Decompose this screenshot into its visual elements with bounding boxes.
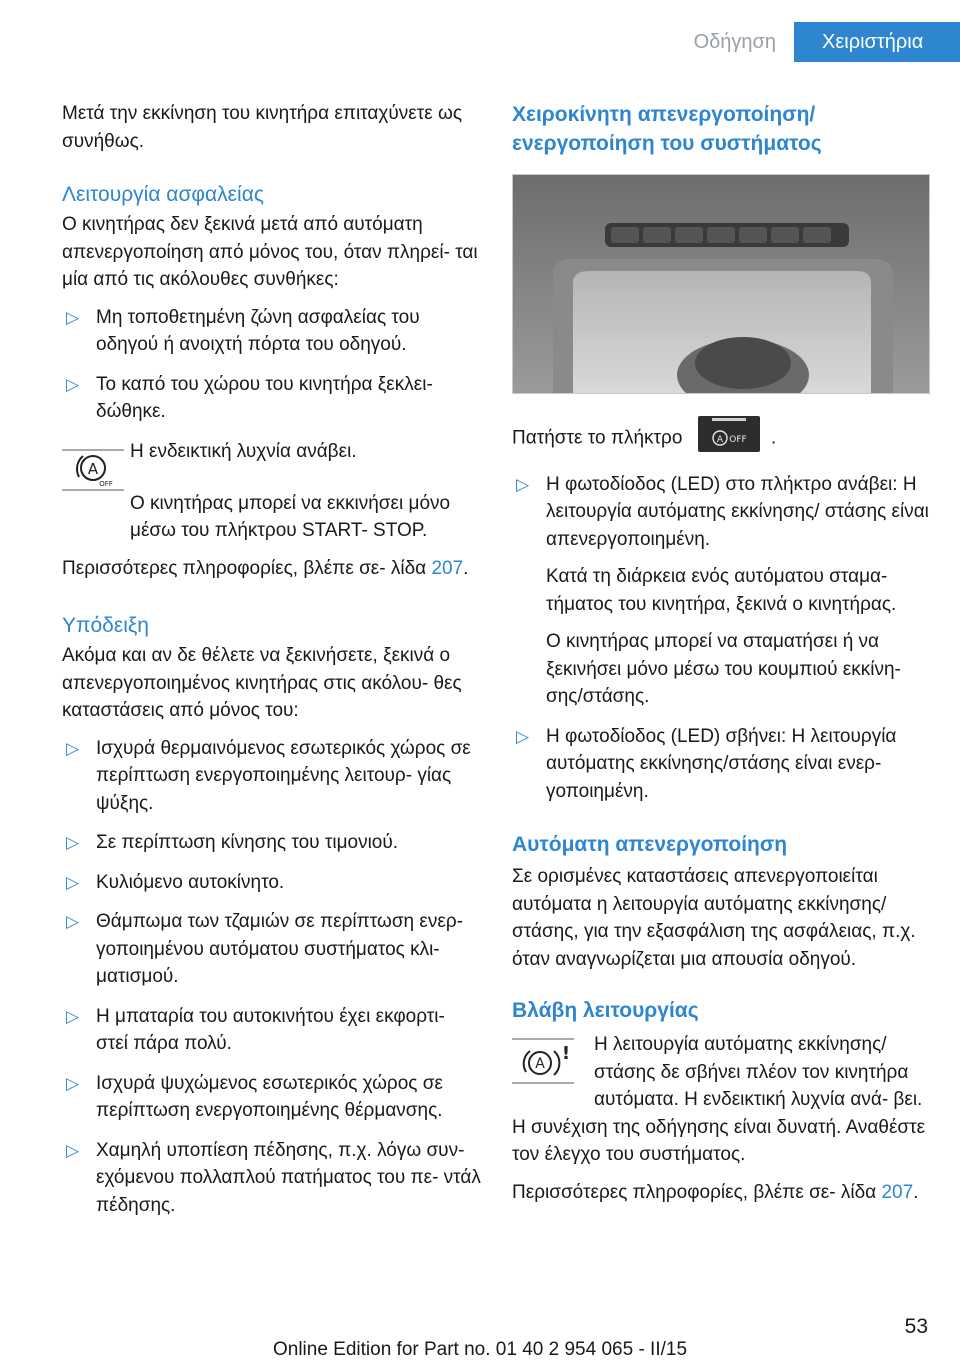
safety-heading: Λειτουργία ασφαλείας xyxy=(62,183,264,206)
page-link[interactable]: 207 xyxy=(431,557,464,579)
more-info-left: Περισσότερες πληροφορίες, βλέπε σε- λίδα 207. xyxy=(62,557,469,579)
triangle-bullet-icon: ▷ xyxy=(66,833,80,852)
list-item: ▷ Σε περίπτωση κίνησης του τιμονιού. xyxy=(62,829,482,857)
list-item: ▷ Ισχυρά θερμαινόμενος εσωτερικός χώρος σε περίπτωση ενεργοποιημένης λειτουρ- γίας ψύξης. xyxy=(62,735,482,818)
center-console-photo xyxy=(512,174,930,394)
safety-list xyxy=(62,304,482,426)
page-number: 53 xyxy=(904,1315,928,1338)
more-info-right: Περισσότερες πληροφορίες, βλέπε σε- λίδα 207. xyxy=(512,1181,919,1203)
auto-off-warning-icon xyxy=(62,444,124,499)
triangle-bullet-icon: ▷ xyxy=(66,1006,80,1026)
triangle-bullet-icon: ▷ xyxy=(66,1140,80,1160)
list-item: ▷ Μη τοποθετημένη ζώνη ασφαλείας του οδηγού ή ανοιχτή πόρτα του οδηγού. xyxy=(62,304,482,359)
list-item: ▷ Ισχυρά ψυχώμενος εσωτερικός χώρος σε περίπτωση ενεργοποιημένης θέρμανσης. xyxy=(62,1070,482,1125)
fault-warning-icon xyxy=(512,1037,574,1092)
left-column xyxy=(62,100,482,1231)
fault-heading: Βλάβη λειτουργίας xyxy=(512,999,699,1022)
lamp-line-1: Η ενδεικτική λυχνία ανάβει. xyxy=(130,440,357,462)
safety-text: Ο κινητήρας δεν ξεκινά μετά από αυτόματη απενεργοποίηση από μόνος του, όταν πληρεί- ται μία από τις ακόλουθες συνθήκες: xyxy=(62,214,478,290)
note-heading: Υπόδειξη xyxy=(62,614,149,637)
svg-text:OFF: OFF xyxy=(728,435,747,445)
note-text: Ακόμα και αν δε θέλετε να ξεκινήσετε, ξεκινά ο απενεργοποιημένος κινητήρας στις ακόλου- θες καταστάσεις από μόνος του: xyxy=(62,645,462,721)
manual-heading: Χειροκίνητη απενεργοποίηση/ ενεργοποίηση του συστήματος xyxy=(512,103,822,155)
led-list xyxy=(512,471,932,806)
intro-text: Μετά την εκκίνηση του κινητήρα επιταχύνετε ως συνήθως. xyxy=(62,103,462,152)
fault-note xyxy=(512,1031,932,1169)
triangle-bullet-icon: ▷ xyxy=(66,1073,80,1093)
press-button-line: Πατήστε το πλήκτρο A OFF . xyxy=(512,416,932,461)
list-item: ▷ Κυλιόμενο αυτοκίνητο. xyxy=(62,869,482,897)
header-tabs xyxy=(676,22,960,62)
list-item: ▷ Χαμηλή υποπίεση πέδησης, π.χ. λόγω συν- εχόμενου πολλαπλού πατήματος του πε- ντάλ πέδησης. xyxy=(62,1137,482,1220)
right-column xyxy=(512,100,932,1206)
triangle-bullet-icon: ▷ xyxy=(66,738,80,758)
fault-text: Η λειτουργία αυτόματης εκκίνησης/ στάσης δε σβήνει πλέον τον κινητήρα αυτόματα. Η ενδεικτική λυχνία ανά- βει. Η συνέχιση της οδήγησης είναι δυνατή. Αναθέστε τον έλεγχο του συστήματος. xyxy=(512,1034,926,1165)
svg-text:A: A xyxy=(87,459,99,478)
list-item: ▷ Η μπαταρία του αυτοκινήτου έχει εκφορτι- στεί πάρα πολύ. xyxy=(62,1003,482,1058)
triangle-bullet-icon: ▷ xyxy=(66,912,80,931)
auto-heading: Αυτόματη απενεργοποίηση xyxy=(512,833,788,856)
auto-text: Σε ορισμένες καταστάσεις απενεργοποιείται αυτόματα η λειτουργία αυτόματης εκκίνησης/ στάσης, για την εξασφάλιση της ασφάλειας, π.χ. όταν αναγνωρίζεται μια απουσία οδηγού. xyxy=(512,866,916,970)
triangle-bullet-icon: ▷ xyxy=(66,307,80,327)
list-item: ▷ Η φωτοδίοδος (LED) σβήνει: Η λειτουργία αυτόματης εκκίνησης/στάσης είναι ενερ- γοποιημένη. xyxy=(512,723,932,806)
list-item: ▷ Η φωτοδίοδος (LED) στο πλήκτρο ανάβει: Η λειτουργία αυτόματης εκκίνησης/ στάσης είναι απενεργοποιημένη. Κατά τη διάρκεια ενός αυτόματου σταμα- τήματος του κινητήρα, ξεκινά ο κινητήρας. Ο κινητήρας μπορεί να σταματήσει ή να ξεκινήσει μόνο μέσω του κουμπιού εκκίνη- σης/στάσης. xyxy=(512,471,932,711)
svg-text:A: A xyxy=(716,435,723,445)
auto-off-button-icon[interactable] xyxy=(698,416,760,461)
triangle-bullet-icon: ▷ xyxy=(516,474,530,494)
note-list xyxy=(62,735,482,1220)
list-item: ▷ Θάμπωμα των τζαμιών σε περίπτωση ενερ- γοποιημένου αυτόματου συστήματος κλι- ματισμού. xyxy=(62,908,482,991)
svg-text:OFF: OFF xyxy=(99,479,113,488)
lamp-line-2: Ο κινητήρας μπορεί να εκκινήσει μόνο μέσω του πλήκτρου START- STOP. xyxy=(130,492,451,541)
list-item: ▷ Το καπό του χώρου του κινητήρα ξεκλει- δώθηκε. xyxy=(62,371,482,426)
triangle-bullet-icon: ▷ xyxy=(66,872,80,892)
tab-driving[interactable]: Οδήγηση xyxy=(676,22,794,62)
tab-controls[interactable]: Χειριστήρια xyxy=(794,22,960,62)
svg-text:!: ! xyxy=(561,1043,571,1064)
triangle-bullet-icon: ▷ xyxy=(516,726,530,746)
svg-text:A: A xyxy=(535,1056,545,1072)
indicator-lamp-note xyxy=(62,438,482,498)
page-link[interactable]: 207 xyxy=(881,1181,914,1203)
footer-edition: Online Edition for Part no. 01 40 2 954 065 - II/15 xyxy=(272,1339,688,1360)
triangle-bullet-icon: ▷ xyxy=(66,374,80,394)
